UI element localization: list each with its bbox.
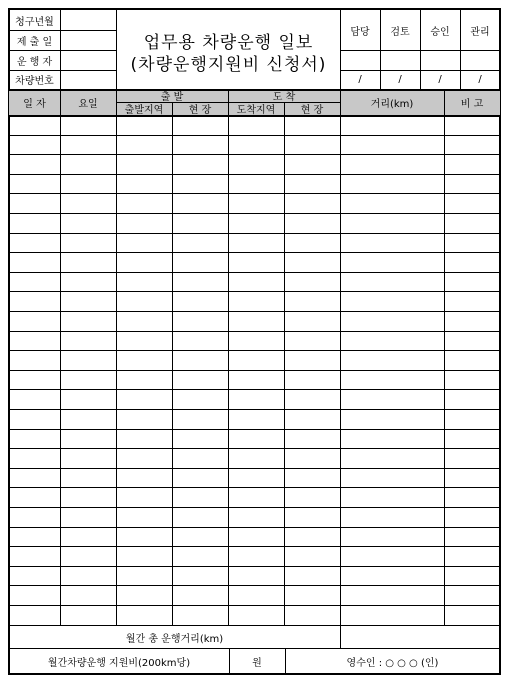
row-line xyxy=(9,135,500,136)
row-line xyxy=(9,174,500,175)
title-line-2: (차량운행지원비 신청서) xyxy=(130,54,327,75)
recipient-label: 영수인 : ○ ○ ○ (인) xyxy=(346,657,439,669)
support-label: 월간차량운행 지원비(200km당) xyxy=(47,657,191,669)
row-line xyxy=(9,448,500,449)
header-arrival-region: 도착지역 xyxy=(236,105,276,116)
header-date: 일 자 xyxy=(23,98,46,110)
row-line xyxy=(9,193,500,194)
approval-date-slash-1: / xyxy=(358,74,362,85)
info-label-2: 제 출 일 xyxy=(16,36,53,48)
row-line xyxy=(9,429,500,430)
row-line xyxy=(9,507,500,508)
info-label-4: 차량번호 xyxy=(15,76,54,87)
info-label-3: 운 행 자 xyxy=(16,56,53,68)
row-line xyxy=(9,585,500,586)
table-top-line xyxy=(9,89,500,91)
approval-header-2: 검토 xyxy=(390,26,410,38)
row-line xyxy=(9,291,500,292)
table-col-line xyxy=(340,89,341,625)
info-row-line xyxy=(9,50,116,51)
approval-header-1: 담당 xyxy=(350,26,370,38)
row-line xyxy=(9,252,500,253)
header-weekday: 요일 xyxy=(78,98,98,110)
row-line xyxy=(9,331,500,332)
footer-total-divider xyxy=(340,625,341,648)
row-line xyxy=(9,487,500,488)
won-label: 원 xyxy=(252,657,262,669)
info-row-line xyxy=(9,30,116,31)
info-label-1: 청구년월 xyxy=(15,16,54,28)
header-departure-region: 출발지역 xyxy=(124,105,164,116)
header-distance: 거리(km) xyxy=(370,98,414,110)
header-note: 비 고 xyxy=(460,98,484,110)
approval-header-4: 관리 xyxy=(470,26,490,38)
row-line xyxy=(9,468,500,469)
approval-date-slash-2: / xyxy=(398,74,402,85)
row-line xyxy=(9,566,500,567)
row-line xyxy=(9,527,500,528)
approval-header-3: 승인 xyxy=(430,26,450,38)
title-line-1: 업무용 차량운행 일보 xyxy=(143,32,314,53)
header-arrival-site: 현 장 xyxy=(300,105,324,116)
approval-date-slash-3: / xyxy=(438,74,442,85)
row-line xyxy=(9,605,500,606)
table-col-line xyxy=(172,102,173,625)
header-arrival: 도 착 xyxy=(272,92,296,103)
row-line xyxy=(9,370,500,371)
approval-row-line xyxy=(340,50,500,51)
row-line xyxy=(9,272,500,273)
table-col-line xyxy=(284,102,285,625)
row-line xyxy=(9,213,500,214)
row-line xyxy=(9,389,500,390)
approval-date-slash-4: / xyxy=(478,74,482,85)
info-row-line xyxy=(9,70,116,71)
table-col-line xyxy=(116,89,117,625)
table-col-line xyxy=(60,89,61,625)
row-line xyxy=(9,546,500,547)
row-line xyxy=(9,311,500,312)
row-line xyxy=(9,350,500,351)
header-bottom-line xyxy=(9,115,500,117)
monthly-total-label: 월간 총 운행거리(km) xyxy=(125,633,224,645)
info-col-line xyxy=(60,9,61,89)
row-line xyxy=(9,154,500,155)
header-departure-site: 현 장 xyxy=(188,105,212,116)
row-line xyxy=(9,233,500,234)
header-departure: 출 발 xyxy=(160,92,184,103)
row-line xyxy=(9,409,500,410)
table-col-line xyxy=(444,89,445,625)
table-col-line xyxy=(228,89,229,625)
